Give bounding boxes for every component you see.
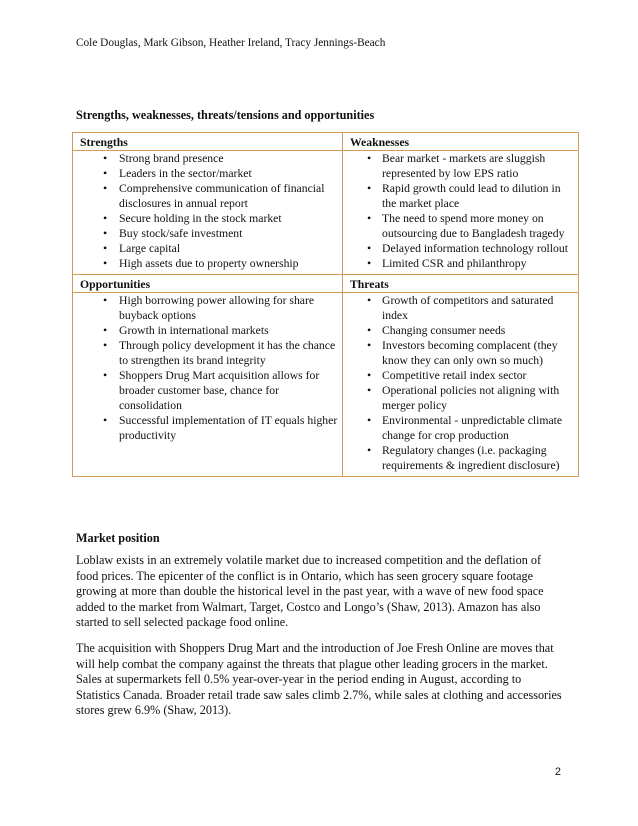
list-item: • Large capital	[73, 241, 338, 256]
list-item: • Operational policies not aligning with merger policy	[343, 383, 574, 413]
list-item: • Secure holding in the stock market	[73, 211, 338, 226]
list-item: • Leaders in the sector/market	[73, 166, 338, 181]
list-item: • Shoppers Drug Mart acquisition allows for broader customer base, chance for consolidation	[73, 368, 338, 413]
strengths-heading: Strengths	[73, 133, 343, 151]
opportunities-cell	[73, 293, 343, 477]
list-item: • Regulatory changes (i.e. packaging requirements & ingredient disclosure)	[343, 443, 574, 473]
list-item: • Comprehensive communication of financial disclosures in annual report	[73, 181, 338, 211]
opportunities-list	[73, 293, 342, 446]
page-header-authors: Cole Douglas, Mark Gibson, Heather Ireland, Tracy Jennings-Beach	[76, 37, 386, 49]
strengths-list	[73, 151, 342, 274]
weaknesses-list	[343, 151, 578, 274]
swot-table	[72, 132, 579, 477]
list-item: • The need to spend more money on outsourcing due to Bangladesh tragedy	[343, 211, 574, 241]
list-item: • Environmental - unpredictable climate change for crop production	[343, 413, 574, 443]
swot-section-title: Strengths, weaknesses, threats/tensions and opportunities	[76, 108, 375, 122]
list-item: • Through policy development it has the chance to strengthen its brand integrity	[73, 338, 338, 368]
list-item: • Investors becoming complacent (they know they can only own so much)	[343, 338, 574, 368]
threats-list	[343, 293, 578, 476]
list-item: • Buy stock/safe investment	[73, 226, 338, 241]
list-item: • Competitive retail index sector	[343, 368, 574, 383]
threats-heading: Threats	[343, 275, 579, 293]
weaknesses-cell	[343, 151, 579, 275]
opportunities-heading: Opportunities	[73, 275, 343, 293]
list-item: • Limited CSR and philanthropy	[343, 256, 574, 271]
list-item: • Bear market - markets are sluggish represented by low EPS ratio	[343, 151, 574, 181]
market-position-paragraph-1: Loblaw exists in an extremely volatile market due to increased competition and the deflation of food prices. The epicenter of the conflict is in Ontario, which has seen grocery square footage growing at more than double the historical level in the past year, with a wave of new food space added to the market from Walmart, Target, Costco and Longo’s (Shaw, 2013). Amazon has also started to sell selected package food online.	[76, 553, 544, 629]
list-item: • High assets due to property ownership	[73, 256, 338, 271]
weaknesses-heading: Weaknesses	[343, 133, 579, 151]
list-item: • Rapid growth could lead to dilution in the market place	[343, 181, 574, 211]
page-number: 2	[554, 766, 561, 778]
list-item: • Changing consumer needs	[343, 323, 574, 338]
list-item: • Growth in international markets	[73, 323, 338, 338]
market-position-paragraph-2: The acquisition with Shoppers Drug Mart and the introduction of Joe Fresh Online are moves that will help combat the company against the threats that plague other leading grocers in the market. Sales at supermarkets fell 0.5% year-over-year in the period ending in August, according to Statistics Canada. Broader retail trade saw sales climb 2.7%, while sales at clothing and accessories stores grew 6.9% (Shaw, 2013).	[76, 641, 562, 717]
list-item: • Growth of competitors and saturated index	[343, 293, 574, 323]
market-position-heading: Market position	[76, 531, 160, 545]
list-item: • Successful implementation of IT equals higher productivity	[73, 413, 338, 443]
list-item: • Strong brand presence	[73, 151, 338, 166]
threats-cell	[343, 293, 579, 477]
list-item: • High borrowing power allowing for share buyback options	[73, 293, 338, 323]
list-item: • Delayed information technology rollout	[343, 241, 574, 256]
strengths-cell	[73, 151, 343, 275]
